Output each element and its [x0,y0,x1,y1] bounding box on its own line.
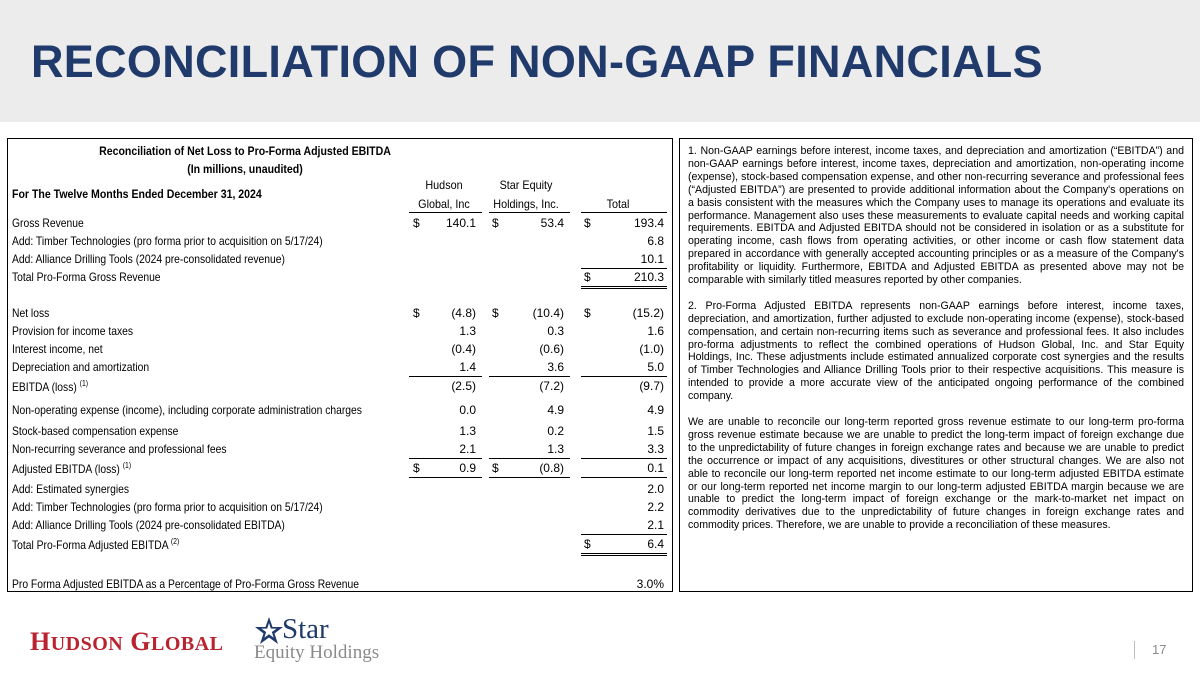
col3-value: 2.1 [647,518,664,532]
underline-rule [581,555,667,556]
col3-value: 6.8 [647,234,664,248]
underline-rule [581,553,667,554]
row-label: Non-operating expense (income), including corporate administration charges [12,403,362,417]
footnotes-panel [679,138,1193,592]
col3-value: 5.0 [647,360,664,374]
col3-header: Total [606,197,630,211]
page-title: RECONCILIATION OF NON-GAAP FINANCIALS [31,36,1043,87]
row-label: Add: Timber Technologies (pro forma prior to acquisition on 5/17/24) [12,500,323,514]
underline-rule [489,458,570,459]
table-row [8,423,672,441]
currency-sign: $ [492,461,499,475]
row-label: Add: Alliance Drilling Tools (2024 pre-consolidated revenue) [12,252,285,266]
col1-header-line1: Hudson [425,178,463,192]
col2-value: 1.3 [547,442,564,456]
underline-rule [489,477,570,478]
table-row [8,460,672,478]
currency-sign: $ [584,270,591,284]
table-row [8,576,672,594]
table-subtitle: (In millions, unaudited) [187,162,303,176]
col1-value: 1.4 [459,360,476,374]
table-row [8,269,672,287]
row-label: Total Pro-Forma Adjusted EBITDA $^{(2)}$ [12,537,180,552]
col2-value: 0.3 [547,324,564,338]
col1-value: (4.8) [451,306,476,320]
table-title: Reconciliation of Net Loss to Pro-Forma Adjusted EBITDA [99,144,391,158]
col3-value: 4.9 [647,403,664,417]
table-row [8,536,672,554]
table-row [8,215,672,233]
col1-header-rule [409,212,482,213]
underline-rule [581,477,667,478]
footnote-3: We are unable to reconcile our long-term reported gross revenue estimate to our long-term pro-forma gross revenue estimate because we are unable to predict the long-term impact of foreign exchange due to the unpredictability of future changes in foreign exchange rates and because we are unable to predict the occurrence or impact of any acquisitions, divestitures or other structural changes. We are also not able to reconcile our long-term reported net income estimate to our long-term adjusted EBITDA estimate or our long-term reported net income margin to our long-term adjusted EBITDA margin because we are unable to predict the long-term impact of foreign exchange or the mark-to-market net impact on commodity derivatives due to the unpredictability of future changes in foreign exchange rates and commodity prices. Therefore, we are unable to provide a reconciliation of these measures. [688,416,1184,532]
hudson-logo-text-2: LOBAL [150,633,224,655]
hudson-logo-letter-g: G [130,627,151,656]
currency-sign: $ [584,306,591,320]
col2-value: (10.4) [532,306,564,320]
col3-header-rule [581,212,667,213]
col2-value: 53.4 [540,216,564,230]
row-label: Gross Revenue [12,216,84,230]
col2-header-rule [489,212,570,213]
col2-value: (7.2) [539,379,564,393]
underline-rule [581,376,667,377]
footnote-marker: (1) [79,379,89,388]
star-logo-subtitle: Equity Holdings [254,642,380,663]
row-label: Depreciation and amortization [12,360,150,374]
period-label: For The Twelve Months Ended December 31, 2024 [12,187,262,201]
row-label: Add: Alliance Drilling Tools (2024 pre-consolidated EBITDA) [12,518,285,532]
footnote-marker: (1) [122,461,132,470]
table-row [8,341,672,359]
table-row [8,441,672,459]
col3-value: 2.0 [647,482,664,496]
underline-rule [581,288,667,289]
underline-rule [489,376,570,377]
row-label: Pro Forma Adjusted EBITDA as a Percentage of Pro-Forma Gross Revenue [12,577,360,591]
footnote-1: 1. Non-GAAP earnings before interest, income taxes, and depreciation and amortization (“EBITDA”) and non-GAAP earnings before interest, income taxes, depreciation and amortization, non-operating income (expense), stock-based compensation expense, and other non-recurring severance and professional fees (“Adjusted EBITDA”) are presented to provide additional information about the Company's operations on a basis consistent with the measures which the Company uses to manage its operations and evaluate its performance. Management also uses these measurements to evaluate capital needs and working capital requirements. EBITDA and Adjusted EBITDA should not be considered in isolation or as a substitute for operating income, cash flows from operating activities, or other income or cash flow statement data prepared in accordance with generally accepted accounting principles or as a measure of the Company's profitability or liquidity. Furthermore, EBITDA and Adjusted EBITDA as presented above may not be comparable with similarly titled measures reported by other companies. [688,145,1184,287]
row-label: Interest income, net [12,342,103,356]
table-row [8,378,672,396]
page-number: 17 [1152,642,1167,657]
col3-value: 3.0% [636,577,664,591]
table-row [8,481,672,499]
col3-value: (15.2) [632,306,664,320]
hudson-logo-letter-h: H [30,627,51,656]
table-row [8,323,672,341]
underline-rule [409,376,482,377]
table-row [8,402,672,420]
footnote-2: 2. Pro-Forma Adjusted EBITDA represents non-GAAP earnings before interest, income taxes, depreciation, and amortization, further adjusted to exclude non-operating income (expense), stock-based compensation, and certain non-recurring items such as severance and professional fees. It also includes pro-forma adjustments to reflect the combined operations of Hudson Global, Inc. and Star Equity Holdings, Inc. These adjustments include estimated annualized corporate cost synergies and the results of Timber Technologies and Alliance Drilling Tools prior to their respective acquisitions. This measure is intended to provide a more accurate view of the anticipated ongoing performance of the combined company. [688,299,1184,403]
hudson-global-logo [30,627,224,657]
col1-value: 1.3 [459,424,476,438]
col1-value: 0.0 [459,403,476,417]
col2-value: 4.9 [547,403,564,417]
col3-value: 1.5 [647,424,664,438]
table-row [8,499,672,517]
page-number-divider [1134,641,1135,659]
col3-value: 0.1 [647,461,664,475]
col3-value: 2.2 [647,500,664,514]
row-label: Non-recurring severance and professional fees [12,442,227,456]
underline-rule [409,477,482,478]
star-logo-word: Star [282,613,329,645]
hudson-logo-text-1: UDSON [50,633,124,655]
currency-sign: $ [492,216,499,230]
col3-value: (1.0) [639,342,664,356]
col3-value: 210.3 [633,270,664,284]
currency-sign: $ [584,537,591,551]
currency-sign: $ [413,461,420,475]
col2-header-line1: Star Equity [499,178,553,192]
col2-value: (0.6) [539,342,564,356]
row-label: Add: Estimated synergies [12,482,130,496]
col1-value: 1.3 [459,324,476,338]
table-row [8,517,672,535]
underline-rule [581,286,667,287]
col2-header-line2: Holdings, Inc. [493,197,559,211]
col1-value: (2.5) [451,379,476,393]
row-label: Stock-based compensation expense [12,424,179,438]
row-label: Total Pro-Forma Gross Revenue [12,270,161,284]
currency-sign: $ [492,306,499,320]
col2-value: (0.8) [539,461,564,475]
star-equity-logo [254,613,394,666]
table-row [8,305,672,323]
underline-rule [409,458,482,459]
row-label: EBITDA (loss) $^{(1)}$ [12,379,89,394]
col3-value: 3.3 [647,442,664,456]
table-row [8,359,672,377]
underline-rule [581,458,667,459]
row-label: Adjusted EBITDA (loss) $^{(1)}$ [12,461,132,476]
row-label: Add: Timber Technologies (pro forma prior to acquisition on 5/17/24) [12,234,323,248]
col1-value: 2.1 [459,442,476,456]
row-label: Net loss [12,306,50,320]
col3-value: 1.6 [647,324,664,338]
col3-value: 6.4 [647,537,664,551]
reconciliation-table [7,138,673,592]
table-row [8,251,672,269]
underline-rule [581,534,667,535]
currency-sign: $ [584,216,591,230]
col2-value: 3.6 [547,360,564,374]
currency-sign: $ [413,216,420,230]
table-row [8,233,672,251]
col3-value: 10.1 [640,252,664,266]
col1-value: 0.9 [459,461,476,475]
currency-sign: $ [413,306,420,320]
footnote-marker: (2) [170,537,180,546]
col3-value: (9.7) [639,379,664,393]
col3-value: 193.4 [633,216,664,230]
col1-value: (0.4) [451,342,476,356]
col1-header-line2: Global, Inc [418,197,470,211]
col1-value: 140.1 [445,216,476,230]
row-label: Provision for income taxes [12,324,134,338]
col2-value: 0.2 [547,424,564,438]
